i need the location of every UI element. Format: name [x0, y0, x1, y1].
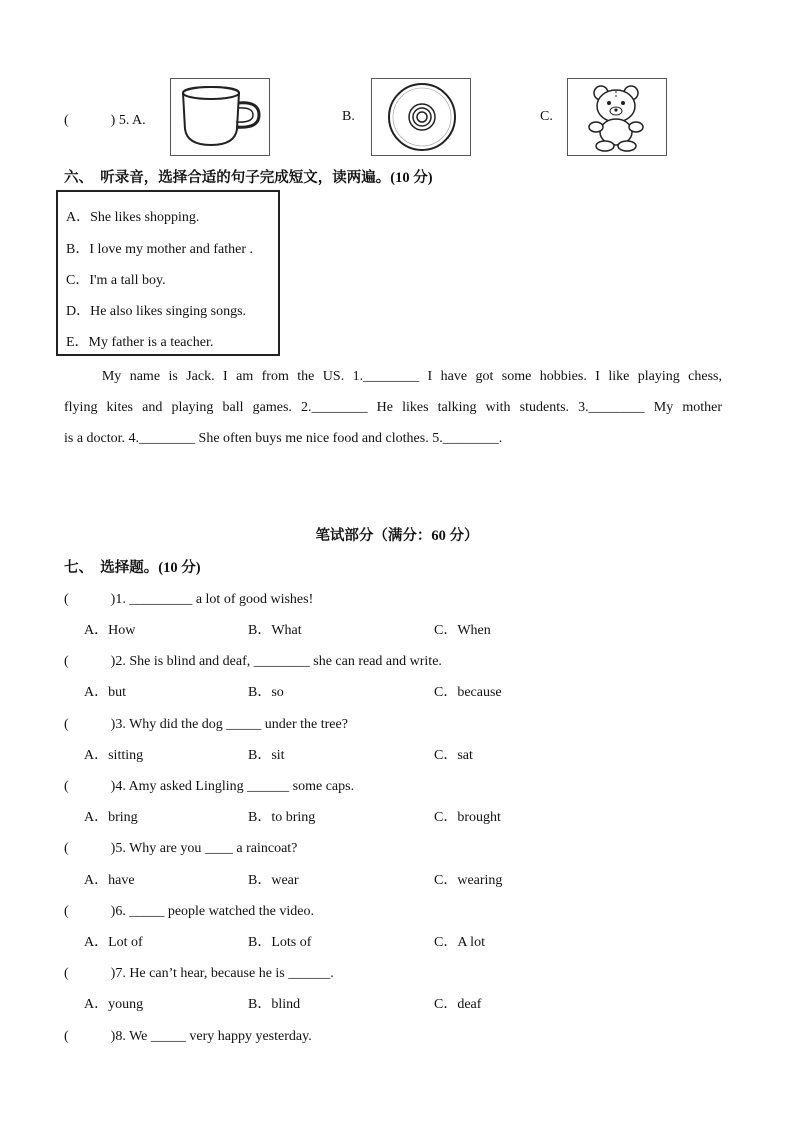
choice-c: C．wearing: [434, 873, 503, 888]
cup-picture: [170, 78, 270, 156]
cd-disc-icon: [372, 79, 470, 155]
option-b: B．I love my mother and father .: [66, 242, 254, 257]
choice-b: B．What: [248, 623, 302, 638]
question-stem: ( )6. _____ people watched the video.: [64, 904, 314, 919]
passage-line-2: flying kites and playing ball games. 2.________ He likes talking with students. 3.________ My mother: [64, 400, 722, 415]
choice-a: A．sitting: [84, 748, 144, 763]
question-stem: ( )4. Amy asked Lingling ______ some caps.: [64, 779, 355, 794]
choice-a: A．have: [84, 873, 135, 888]
question-stem: ( )7. He can’t hear, because he is ______.: [64, 966, 334, 981]
question-stem: ( )5. Why are you ____ a raincoat?: [64, 841, 298, 856]
passage-line-1: My name is Jack. I am from the US. 1.________ I have got some hobbies. I like playing chess,: [64, 369, 722, 384]
section6-title: 六、 听录音，选择合适的句子完成短文，读两遍。(10 分): [64, 170, 433, 186]
option-a: A．She likes shopping.: [66, 210, 200, 225]
question-stem: ( )8. We _____ very happy yesterday.: [64, 1029, 312, 1044]
choice-b: B．blind: [248, 997, 301, 1012]
choice-c: C．When: [434, 623, 491, 638]
choice-c: C．because: [434, 685, 502, 700]
choice-c: C．brought: [434, 810, 501, 825]
q5-option-c-label: C.: [540, 109, 553, 124]
choice-c: C．deaf: [434, 997, 482, 1012]
option-c: C．I'm a tall boy.: [66, 273, 166, 288]
section6-options-box: [56, 190, 280, 356]
cup-icon: [171, 79, 269, 155]
question-stem: ( )1. _________ a lot of good wishes!: [64, 592, 314, 607]
choice-c: C．sat: [434, 748, 473, 763]
choice-b: B．wear: [248, 873, 299, 888]
choice-c: C．A lot: [434, 935, 485, 950]
choice-b: B．Lots of: [248, 935, 312, 950]
section6-passage: [64, 361, 722, 454]
question-stem: ( )2. She is blind and deaf, ________ she can read and write.: [64, 654, 442, 669]
passage-line-3: is a doctor. 4.________ She often buys me nice food and clothes. 5.________.: [64, 431, 503, 446]
q5-option-b-label: B.: [342, 109, 355, 124]
choice-b: B．so: [248, 685, 284, 700]
teddy-bear-icon: [568, 79, 666, 155]
choice-a: A．How: [84, 623, 136, 638]
teddy-bear-picture: [567, 78, 667, 156]
q5-prefix: ( ) 5. A.: [64, 113, 146, 128]
choice-b: B．to bring: [248, 810, 316, 825]
written-part-title: 笔试部分（满分：60 分）: [315, 528, 479, 544]
section7-title: 七、 选择题。(10 分): [64, 560, 201, 576]
question-stem: ( )3. Why did the dog _____ under the tree?: [64, 717, 348, 732]
choice-a: A．but: [84, 685, 126, 700]
choice-b: B．sit: [248, 748, 285, 763]
choice-a: A．Lot of: [84, 935, 143, 950]
cd-disc-picture: [371, 78, 471, 156]
choice-a: A．young: [84, 997, 144, 1012]
option-d: D．He also likes singing songs.: [66, 304, 247, 319]
choice-a: A．bring: [84, 810, 138, 825]
option-e: E．My father is a teacher.: [66, 335, 214, 350]
